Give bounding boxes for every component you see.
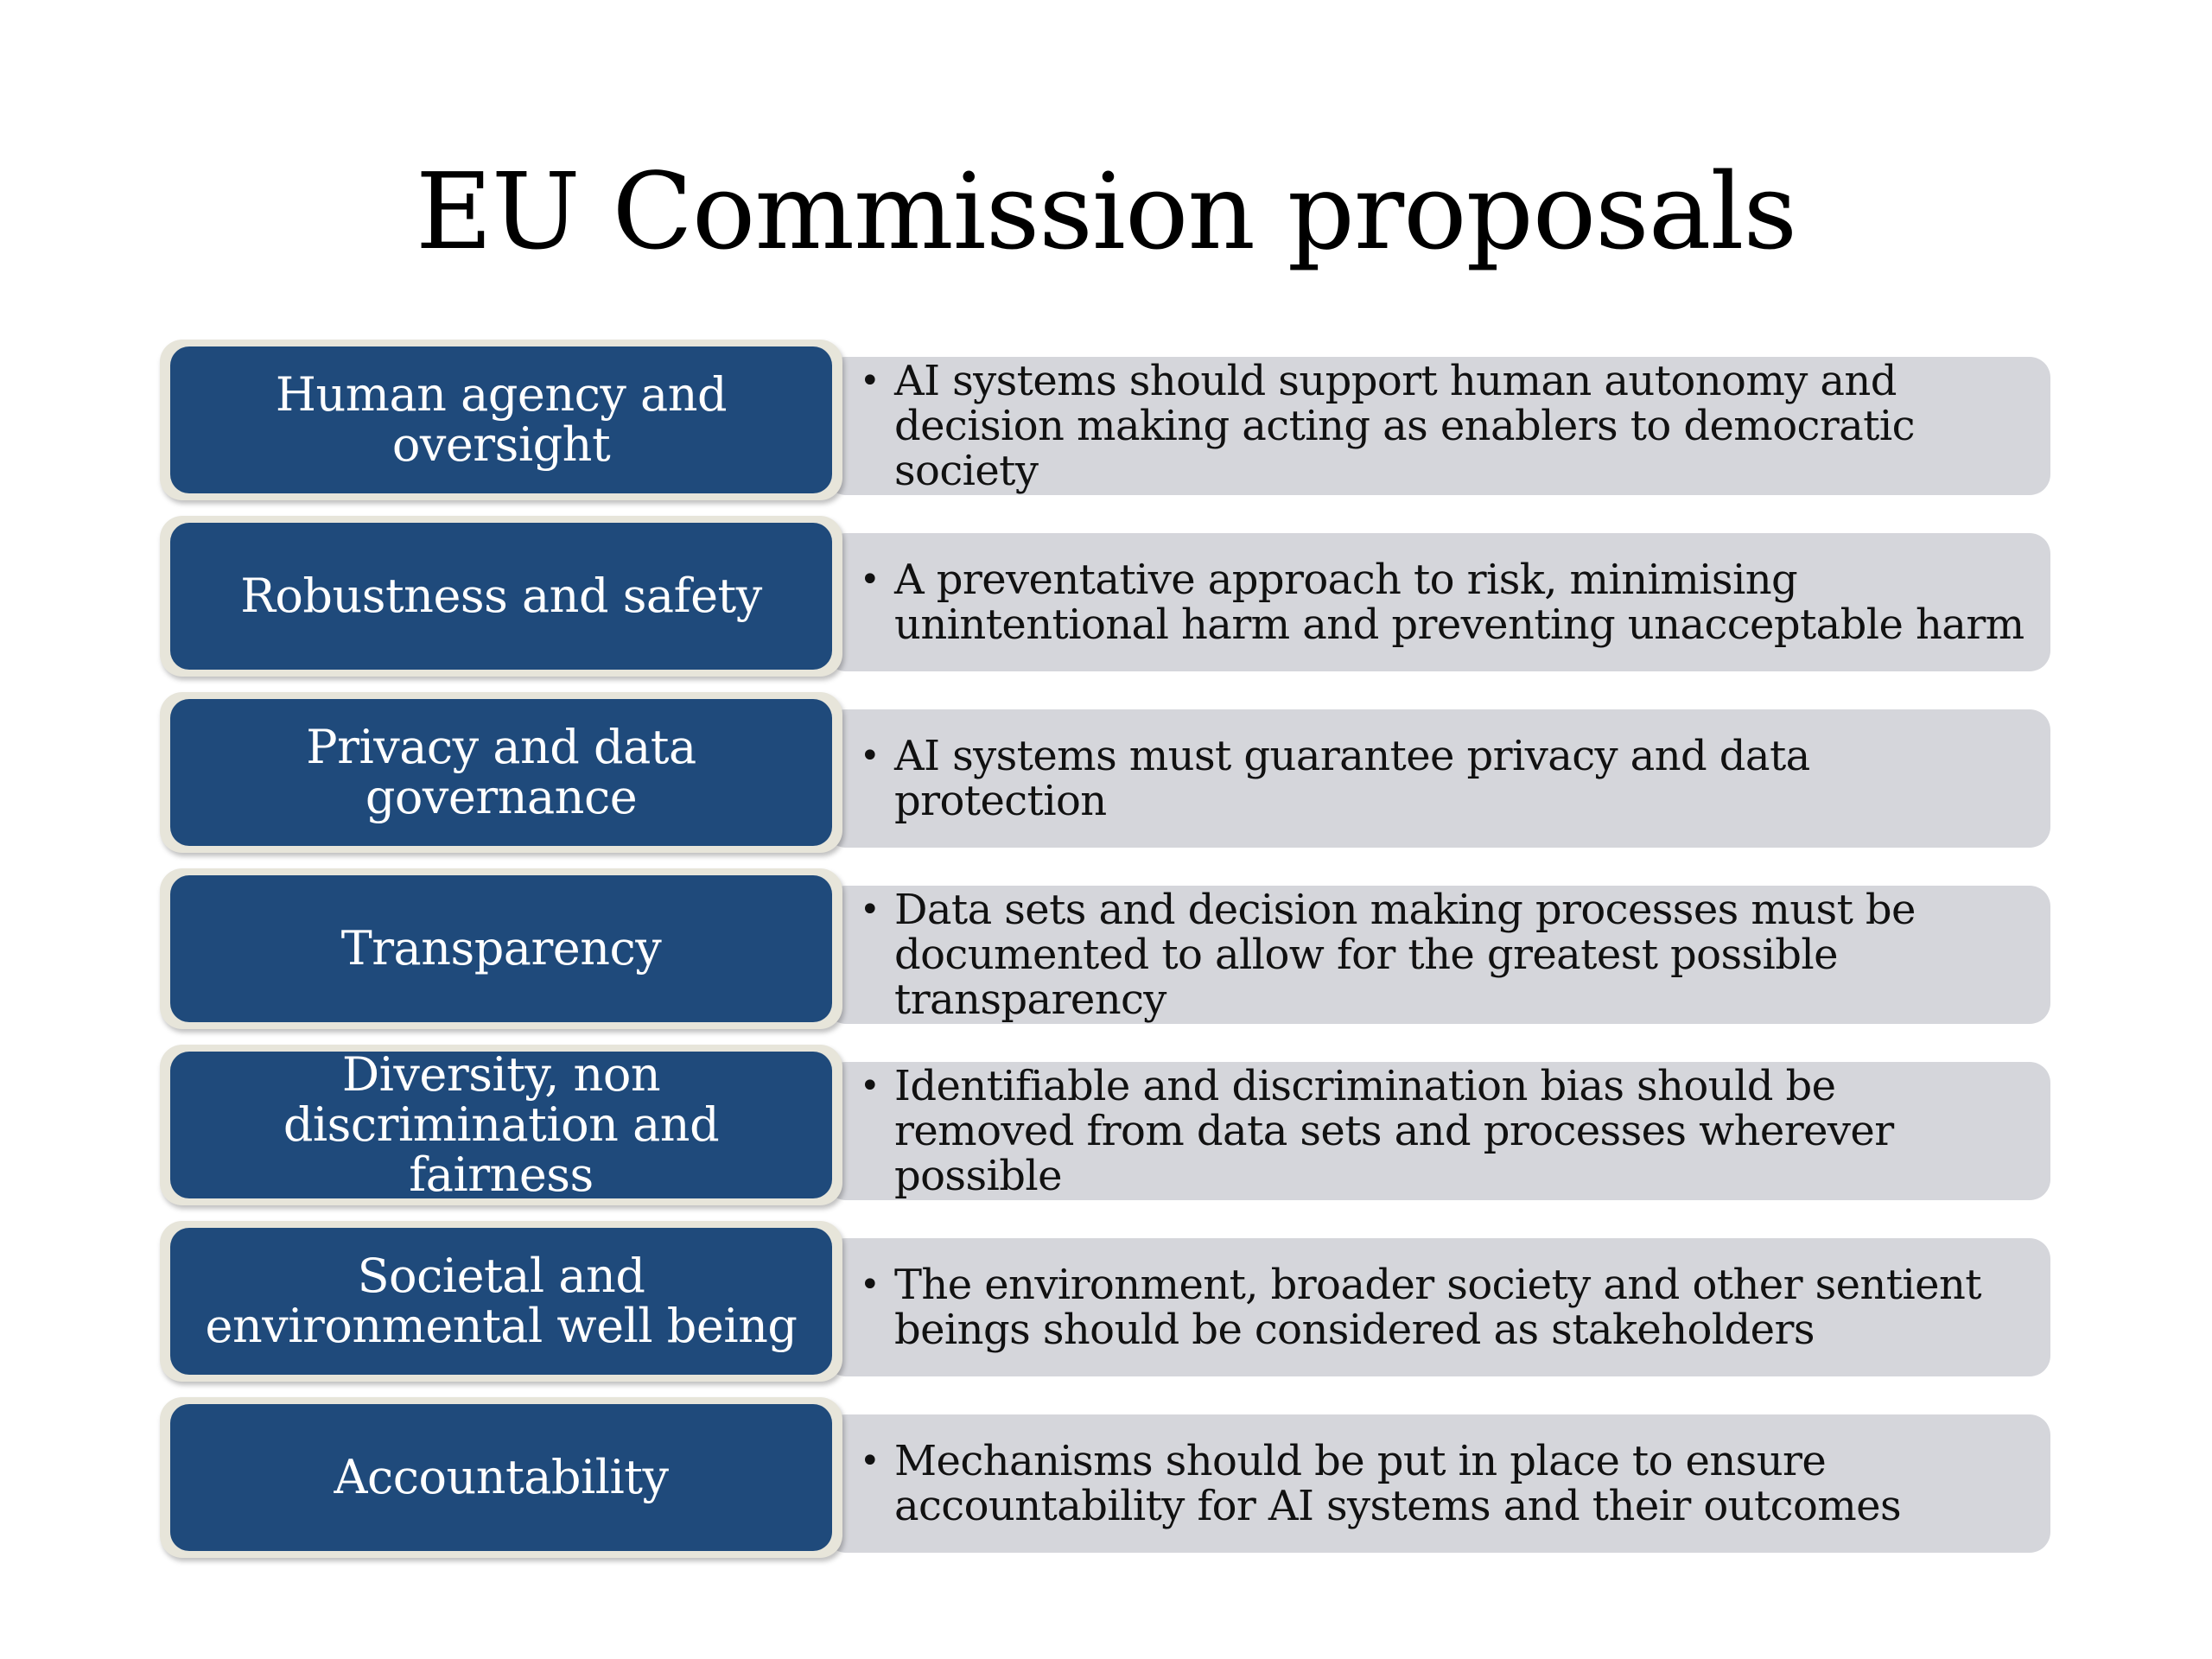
principle-label-box [160,1045,842,1205]
principle-description: • A preventative approach to risk, minimising unintentional harm and preventing unacceptable harm [860,557,2024,647]
principle-description: • Data sets and decision making processes must be documented to allow for the greatest possible transparency [860,887,2024,1022]
principle-label: Privacy and data governance [306,720,696,824]
principle-description: • Identifiable and discrimination bias should be removed from data sets and processes wherever possible [860,1064,2024,1198]
principle-label-fill [170,699,832,846]
slide-title: EU Commission proposals [415,150,1797,273]
principle-description-box [825,1238,2050,1376]
principle-label-fill [170,875,832,1022]
principle-row [160,340,2063,500]
principle-label-fill [170,1228,832,1375]
principle-description-box [825,709,2050,848]
principle-label: Human agency and oversight [275,367,728,472]
principle-description: • AI systems must guarantee privacy and data protection [860,734,2024,823]
principle-description: • Mechanisms should be put in place to ensure accountability for AI systems and their outcomes [860,1439,2024,1529]
principle-description-box [825,1062,2050,1200]
principle-label-box [160,1397,842,1558]
principle-label-fill [170,523,832,670]
principle-row [160,1221,2063,1382]
principle-label-box [160,340,842,500]
principle-description-box [825,357,2050,495]
principle-row [160,868,2063,1029]
principle-description: • AI systems should support human autonomy and decision making acting as enablers to democratic society [860,359,2024,493]
principle-label: Transparency [340,921,662,976]
principle-row [160,516,2063,677]
principle-label: Robustness and safety [240,569,762,623]
principle-description-box [825,533,2050,671]
principle-label-fill [170,1404,832,1551]
principle-row [160,1397,2063,1558]
principle-label: Accountability [334,1450,669,1504]
principle-description-box [825,886,2050,1024]
principle-label-fill [170,346,832,493]
principle-label-fill [170,1047,832,1202]
principle-label: Societal and environmental well being [205,1249,798,1353]
principle-row [160,692,2063,853]
principle-label-box [160,868,842,1029]
principle-label-box [160,692,842,853]
principle-label-box [160,516,842,677]
principle-row [160,1045,2063,1205]
principle-description-box [825,1414,2050,1553]
principle-label: Diversity, non discrimination and fairness [283,1047,720,1202]
principle-label-box [160,1221,842,1382]
principle-description: • The environment, broader society and other sentient beings should be considered as stakeholders [860,1262,2024,1352]
principles-list [160,340,2063,1573]
